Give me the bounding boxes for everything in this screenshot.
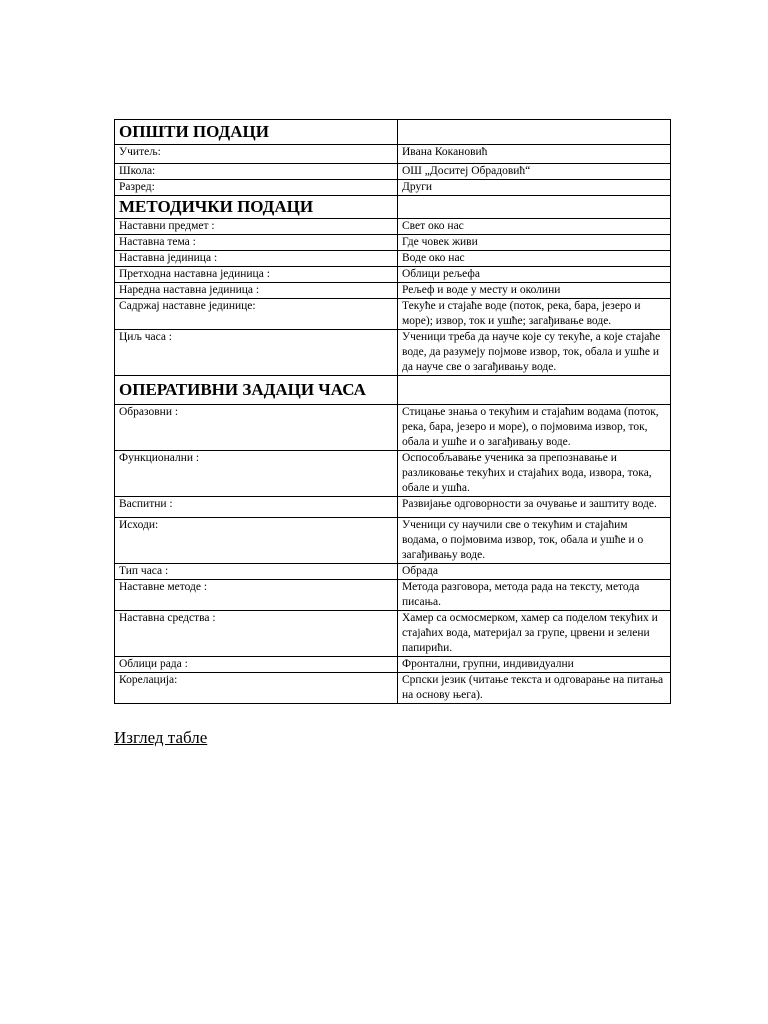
board-layout-heading: Изглед табле <box>114 728 208 747</box>
row-label: Учитељ: <box>115 145 398 164</box>
table-row <box>115 657 671 673</box>
row-label: Тип часа : <box>115 564 398 580</box>
table-row <box>115 330 671 376</box>
row-label: Школа: <box>115 164 398 180</box>
table-row <box>115 267 671 283</box>
row-label: Наредна наставна јединица : <box>115 283 398 299</box>
row-label: Образовни : <box>115 405 398 451</box>
row-label: Облици рада : <box>115 657 398 673</box>
section-empty-cell <box>398 376 671 405</box>
row-value: Рељеф и воде у месту и околини <box>398 283 671 299</box>
row-value: Стицање знања о текућим и стајаћим водама (поток, река, бара, језеро и море), о појмовима извор, ток, обала и ушће и о загађивању воде. <box>398 405 671 451</box>
row-value: Свет око нас <box>398 219 671 235</box>
table-row <box>115 219 671 235</box>
row-value: Облици рељефа <box>398 267 671 283</box>
row-label: Циљ часа : <box>115 330 398 376</box>
table-row <box>115 451 671 497</box>
table-row <box>115 283 671 299</box>
table-row <box>115 405 671 451</box>
table-row <box>115 145 671 164</box>
row-label: Исходи: <box>115 518 398 564</box>
row-label: Васпитни : <box>115 497 398 518</box>
row-value: Текуће и стајаће воде (поток, река, бара, језеро и море); извор, ток и ушће; загађивање воде. <box>398 299 671 330</box>
row-value: Обрада <box>398 564 671 580</box>
section-header-row <box>115 376 671 405</box>
row-label: Садржај наставне јединице: <box>115 299 398 330</box>
row-value: Оспособљавање ученика за препознавање и разликовање текућих и стајаћих вода, извора, тока, обале и ушћа. <box>398 451 671 497</box>
row-value: Развијање одговорности за очување и заштиту воде. <box>398 497 671 518</box>
table-row <box>115 564 671 580</box>
table-row <box>115 497 671 518</box>
row-label: Наставни предмет : <box>115 219 398 235</box>
row-value: Ученици су научили све о текућим и стајаћим водама, о појмовима извор, ток, обала и ушће и о загађивању воде. <box>398 518 671 564</box>
section-header-row <box>115 120 671 145</box>
section-title: ОПЕРАТИВНИ ЗАДАЦИ ЧАСА <box>115 376 398 405</box>
row-value: Фронтални, групни, индивидуални <box>398 657 671 673</box>
table-row <box>115 180 671 196</box>
section-header-row <box>115 196 671 219</box>
lesson-plan-table <box>114 119 671 704</box>
row-label: Наставна јединица : <box>115 251 398 267</box>
section-empty-cell <box>398 120 671 145</box>
row-value: Ученици треба да науче које су текуће, а које стајаће воде, да разумеју појмове извор, ток, обала и ушће и да науче све о загађивању воде. <box>398 330 671 376</box>
row-value: Воде око нас <box>398 251 671 267</box>
row-value: Други <box>398 180 671 196</box>
table-row <box>115 580 671 611</box>
table-row <box>115 518 671 564</box>
row-label: Функционални : <box>115 451 398 497</box>
row-label: Наставна тема : <box>115 235 398 251</box>
table-row <box>115 611 671 657</box>
table-row <box>115 235 671 251</box>
row-label: Корелација: <box>115 673 398 704</box>
table-row <box>115 673 671 704</box>
row-value: Метода разговора, метода рада на тексту, метода писања. <box>398 580 671 611</box>
row-value: Ивана Кокановић <box>398 145 671 164</box>
row-value: Српски језик (читање текста и одговарање на питања на основу њега). <box>398 673 671 704</box>
row-value: ОШ „Доситеј Обрадовић“ <box>398 164 671 180</box>
row-label: Разред: <box>115 180 398 196</box>
row-label: Претходна наставна јединица : <box>115 267 398 283</box>
section-title: МЕТОДИЧКИ ПОДАЦИ <box>115 196 398 219</box>
section-empty-cell <box>398 196 671 219</box>
section-title: ОПШТИ ПОДАЦИ <box>115 120 398 145</box>
row-value: Где човек живи <box>398 235 671 251</box>
table-row <box>115 299 671 330</box>
table-row <box>115 164 671 180</box>
table-row <box>115 251 671 267</box>
row-label: Наставне методе : <box>115 580 398 611</box>
row-label: Наставна средства : <box>115 611 398 657</box>
row-value: Хамер са осмосмерком, хамер са поделом текућих и стајаћих вода, материјал за групе, црвени и зелени папирићи. <box>398 611 671 657</box>
